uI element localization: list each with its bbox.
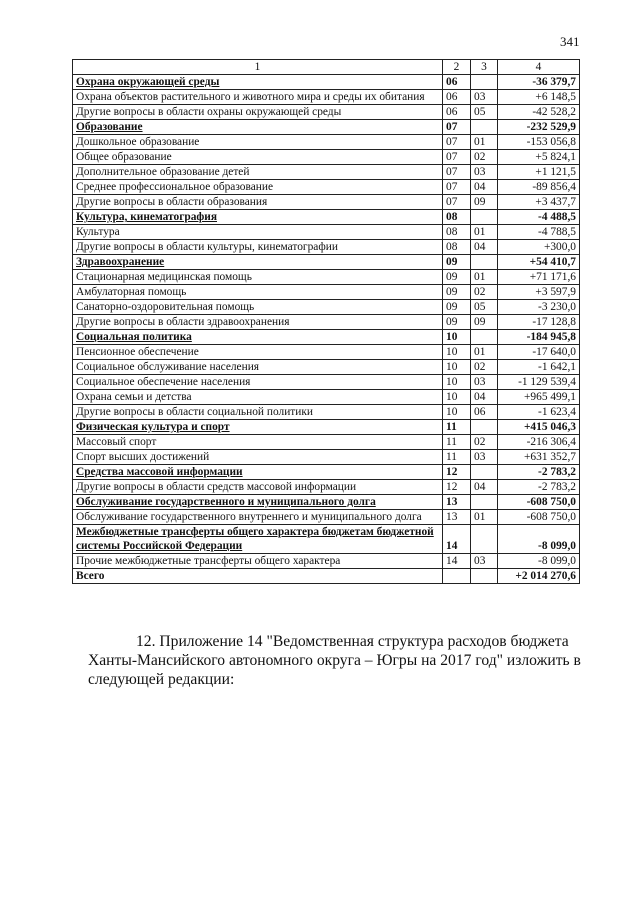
- row-name-cell: Прочие межбюджетные трансферты общего характера: [73, 554, 443, 569]
- page-number: 341: [560, 34, 580, 49]
- row-section-code-cell: 10: [443, 330, 471, 345]
- table-row: [73, 180, 580, 195]
- table-row: [73, 90, 580, 105]
- row-subsection-code-cell: 01: [471, 225, 498, 240]
- row-section-code-cell: 12: [443, 480, 471, 495]
- row-section-code-cell: 14: [443, 554, 471, 569]
- row-name-cell: Обслуживание государственного внутреннего и муниципального долга: [73, 510, 443, 525]
- row-name-cell: Другие вопросы в области здравоохранения: [73, 315, 443, 330]
- row-section-code-cell: 11: [443, 420, 471, 435]
- table-row-section: [73, 465, 580, 480]
- row-amount-cell: -8 099,0: [498, 554, 580, 569]
- row-subsection-code-cell: 04: [471, 480, 498, 495]
- row-subsection-code-cell: 01: [471, 510, 498, 525]
- header-col-2: 2: [443, 60, 471, 75]
- row-name-cell: Пенсионное обеспечение: [73, 345, 443, 360]
- table-row: [73, 150, 580, 165]
- row-name-cell: Санаторно-оздоровительная помощь: [73, 300, 443, 315]
- table-row: [73, 450, 580, 465]
- table-row: [73, 225, 580, 240]
- table-row: [73, 135, 580, 150]
- row-subsection-code-cell: 01: [471, 135, 498, 150]
- table-row: [73, 165, 580, 180]
- row-name-cell: Охрана объектов растительного и животного мира и среды их обитания: [73, 90, 443, 105]
- row-section-code-cell: 14: [443, 525, 471, 554]
- row-subsection-code-cell: 03: [471, 375, 498, 390]
- header-col-4: 4: [498, 60, 580, 75]
- row-name-cell: Социальное обеспечение населения: [73, 375, 443, 390]
- row-name-cell: Социальная политика: [73, 330, 443, 345]
- row-subsection-code-cell: 06: [471, 405, 498, 420]
- row-section-code-cell: 06: [443, 75, 471, 90]
- row-subsection-code-cell: 09: [471, 195, 498, 210]
- row-section-code-cell: 12: [443, 465, 471, 480]
- row-section-code-cell: 09: [443, 300, 471, 315]
- row-amount-cell: -608 750,0: [498, 510, 580, 525]
- row-amount-cell: +631 352,7: [498, 450, 580, 465]
- row-amount-cell: -184 945,8: [498, 330, 580, 345]
- row-name-cell: Культура: [73, 225, 443, 240]
- table-row: [73, 345, 580, 360]
- row-section-code-cell: 09: [443, 285, 471, 300]
- row-name-cell: Культура, кинематография: [73, 210, 443, 225]
- row-section-code-cell: 10: [443, 360, 471, 375]
- row-subsection-code-cell: [471, 525, 498, 554]
- row-subsection-code-cell: [471, 210, 498, 225]
- row-section-code-cell: 10: [443, 390, 471, 405]
- table-row-section: [73, 255, 580, 270]
- table-row: [73, 480, 580, 495]
- row-name-cell: Другие вопросы в области охраны окружающей среды: [73, 105, 443, 120]
- row-amount-cell: -8 099,0: [498, 525, 580, 554]
- row-name-cell: Охрана семьи и детства: [73, 390, 443, 405]
- table-row: [73, 285, 580, 300]
- row-name-cell: Другие вопросы в области социальной политики: [73, 405, 443, 420]
- row-section-code-cell: 10: [443, 345, 471, 360]
- row-amount-cell: +3 597,9: [498, 285, 580, 300]
- row-section-code-cell: 08: [443, 240, 471, 255]
- row-amount-cell: -36 379,7: [498, 75, 580, 90]
- row-name-cell: Дошкольное образование: [73, 135, 443, 150]
- row-name-cell: Амбулаторная помощь: [73, 285, 443, 300]
- row-amount-cell: +5 824,1: [498, 150, 580, 165]
- row-subsection-code-cell: 04: [471, 180, 498, 195]
- table-row: [73, 360, 580, 375]
- row-amount-cell: -42 528,2: [498, 105, 580, 120]
- row-section-code-cell: 07: [443, 135, 471, 150]
- row-amount-cell: +3 437,7: [498, 195, 580, 210]
- table-row-section: [73, 330, 580, 345]
- row-amount-cell: -2 783,2: [498, 465, 580, 480]
- row-name-cell: Другие вопросы в области культуры, кинематографии: [73, 240, 443, 255]
- total-empty-cell: [471, 569, 498, 584]
- row-subsection-code-cell: 02: [471, 360, 498, 375]
- header-col-3: 3: [471, 60, 498, 75]
- table-row-section: [73, 120, 580, 135]
- row-subsection-code-cell: 05: [471, 105, 498, 120]
- table-row-section: [73, 420, 580, 435]
- row-name-cell: Спорт высших достижений: [73, 450, 443, 465]
- table-body: [73, 75, 580, 584]
- row-amount-cell: -1 623,4: [498, 405, 580, 420]
- row-amount-cell: +1 121,5: [498, 165, 580, 180]
- row-amount-cell: -4 488,5: [498, 210, 580, 225]
- table-row: [73, 315, 580, 330]
- table-row-section: [73, 495, 580, 510]
- table-row: [73, 390, 580, 405]
- row-section-code-cell: 06: [443, 105, 471, 120]
- row-subsection-code-cell: 03: [471, 90, 498, 105]
- row-name-cell: Образование: [73, 120, 443, 135]
- table-row: [73, 195, 580, 210]
- row-amount-cell: -216 306,4: [498, 435, 580, 450]
- row-name-cell: Здравоохранение: [73, 255, 443, 270]
- row-section-code-cell: 08: [443, 210, 471, 225]
- row-subsection-code-cell: 09: [471, 315, 498, 330]
- row-section-code-cell: 07: [443, 165, 471, 180]
- row-section-code-cell: 07: [443, 180, 471, 195]
- row-name-cell: Физическая культура и спорт: [73, 420, 443, 435]
- row-name-cell: Охрана окружающей среды: [73, 75, 443, 90]
- row-name-cell: Общее образование: [73, 150, 443, 165]
- row-section-code-cell: 09: [443, 270, 471, 285]
- row-subsection-code-cell: [471, 420, 498, 435]
- row-subsection-code-cell: 02: [471, 285, 498, 300]
- row-amount-cell: +54 410,7: [498, 255, 580, 270]
- row-section-code-cell: 13: [443, 495, 471, 510]
- table-row: [73, 435, 580, 450]
- row-section-code-cell: 13: [443, 510, 471, 525]
- row-name-cell: Средства массовой информации: [73, 465, 443, 480]
- total-amount-cell: +2 014 270,6: [498, 569, 580, 584]
- amendment-text: 12. Приложение 14 "Ведомственная структура расходов бюджета Ханты-Мансийского автономного округа – Югры на 2017 год" изложить в следующей редакции:: [88, 633, 581, 688]
- row-subsection-code-cell: 03: [471, 450, 498, 465]
- row-subsection-code-cell: 04: [471, 240, 498, 255]
- row-amount-cell: +965 499,1: [498, 390, 580, 405]
- row-section-code-cell: 11: [443, 435, 471, 450]
- row-amount-cell: -4 788,5: [498, 225, 580, 240]
- table-row-section: [73, 210, 580, 225]
- row-name-cell: Стационарная медицинская помощь: [73, 270, 443, 285]
- row-amount-cell: -17 640,0: [498, 345, 580, 360]
- row-section-code-cell: 07: [443, 120, 471, 135]
- table-row: [73, 405, 580, 420]
- row-amount-cell: -89 856,4: [498, 180, 580, 195]
- budget-changes-table: [72, 59, 580, 584]
- row-section-code-cell: 06: [443, 90, 471, 105]
- total-label-cell: Всего: [73, 569, 443, 584]
- table-row-section: [73, 525, 580, 554]
- row-subsection-code-cell: 05: [471, 300, 498, 315]
- table-row: [73, 375, 580, 390]
- row-amount-cell: -1 642,1: [498, 360, 580, 375]
- amendment-paragraph: [88, 632, 582, 689]
- row-section-code-cell: 07: [443, 195, 471, 210]
- row-amount-cell: +415 046,3: [498, 420, 580, 435]
- row-name-cell: Социальное обслуживание населения: [73, 360, 443, 375]
- row-name-cell: Обслуживание государственного и муниципального долга: [73, 495, 443, 510]
- row-name-cell: Массовый спорт: [73, 435, 443, 450]
- table-row: [73, 270, 580, 285]
- table-row-section: [73, 75, 580, 90]
- table-header-row: [73, 60, 580, 75]
- row-amount-cell: +71 171,6: [498, 270, 580, 285]
- row-section-code-cell: 07: [443, 150, 471, 165]
- row-subsection-code-cell: 03: [471, 554, 498, 569]
- row-section-code-cell: 09: [443, 255, 471, 270]
- row-subsection-code-cell: 01: [471, 345, 498, 360]
- row-amount-cell: +300,0: [498, 240, 580, 255]
- row-section-code-cell: 10: [443, 405, 471, 420]
- table-row: [73, 554, 580, 569]
- row-amount-cell: -17 128,8: [498, 315, 580, 330]
- row-name-cell: Межбюджетные трансферты общего характера бюджетам бюджетной системы Российской Федерации: [73, 525, 443, 554]
- table-row: [73, 105, 580, 120]
- row-section-code-cell: 09: [443, 315, 471, 330]
- row-amount-cell: +6 148,5: [498, 90, 580, 105]
- row-subsection-code-cell: 04: [471, 390, 498, 405]
- row-subsection-code-cell: [471, 255, 498, 270]
- row-subsection-code-cell: [471, 75, 498, 90]
- row-subsection-code-cell: 03: [471, 165, 498, 180]
- row-amount-cell: -1 129 539,4: [498, 375, 580, 390]
- row-name-cell: Другие вопросы в области образования: [73, 195, 443, 210]
- row-subsection-code-cell: [471, 120, 498, 135]
- header-col-1: 1: [73, 60, 443, 75]
- row-amount-cell: -153 056,8: [498, 135, 580, 150]
- row-subsection-code-cell: 02: [471, 150, 498, 165]
- row-section-code-cell: 10: [443, 375, 471, 390]
- row-name-cell: Другие вопросы в области средств массовой информации: [73, 480, 443, 495]
- row-amount-cell: -2 783,2: [498, 480, 580, 495]
- total-empty-cell: [443, 569, 471, 584]
- table-row: [73, 300, 580, 315]
- row-subsection-code-cell: [471, 465, 498, 480]
- table-row: [73, 510, 580, 525]
- row-subsection-code-cell: 01: [471, 270, 498, 285]
- row-amount-cell: -608 750,0: [498, 495, 580, 510]
- row-amount-cell: -3 230,0: [498, 300, 580, 315]
- row-subsection-code-cell: 02: [471, 435, 498, 450]
- table-row: [73, 240, 580, 255]
- row-subsection-code-cell: [471, 495, 498, 510]
- row-section-code-cell: 11: [443, 450, 471, 465]
- row-subsection-code-cell: [471, 330, 498, 345]
- row-name-cell: Дополнительное образование детей: [73, 165, 443, 180]
- row-name-cell: Среднее профессиональное образование: [73, 180, 443, 195]
- row-amount-cell: -232 529,9: [498, 120, 580, 135]
- table-row-total: [73, 569, 580, 584]
- row-section-code-cell: 08: [443, 225, 471, 240]
